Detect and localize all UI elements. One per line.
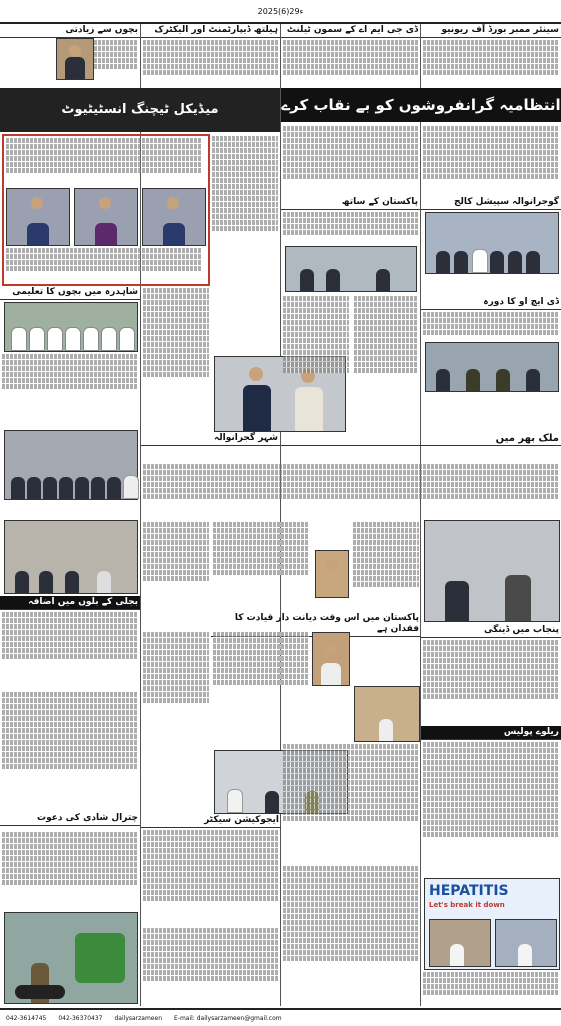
article-block xyxy=(421,970,561,1006)
hepatitis-ad xyxy=(424,878,560,970)
article-text xyxy=(421,38,561,77)
footer-email[interactable]: E-mail: dailysarzameen@gmail.com xyxy=(174,1014,282,1022)
article-text xyxy=(141,462,561,501)
headline: بچوں سے زیادتی xyxy=(0,24,140,38)
headline: شہر گجرانوالہ xyxy=(141,432,280,446)
doctor-photo xyxy=(429,919,491,967)
photo-woman xyxy=(6,188,70,246)
article-block xyxy=(421,196,561,292)
article-text xyxy=(211,630,311,687)
article-text xyxy=(0,352,140,391)
police-photo xyxy=(425,342,559,392)
department-photo xyxy=(424,520,560,622)
footer xyxy=(0,1008,561,1026)
article-block xyxy=(0,830,140,910)
article-text xyxy=(141,828,281,903)
article-block xyxy=(141,814,281,924)
hepatitis-title: HEPATITIS xyxy=(429,883,509,899)
article-block xyxy=(4,136,204,186)
article-block xyxy=(211,630,311,710)
article-text xyxy=(421,970,561,997)
article-text xyxy=(352,294,420,375)
article-text xyxy=(141,38,280,77)
article-text xyxy=(141,520,211,583)
footer-website[interactable]: dailysarzameen xyxy=(114,1014,162,1022)
article-text xyxy=(421,124,561,181)
headline: ملک بھر میں xyxy=(281,432,561,446)
doctor-photo xyxy=(495,919,557,967)
article-text xyxy=(421,740,561,839)
headline: گوجرانوالہ سپیشل کالج xyxy=(421,196,561,210)
article-block xyxy=(281,294,351,424)
small-photo xyxy=(354,686,420,742)
main-banner-headline: انتظامیہ گرانفروشوں کو بے نقاب کرے xyxy=(281,88,561,122)
article-block xyxy=(352,294,420,424)
article-block xyxy=(141,24,280,86)
headline: سینئر ممبر بورڈ آف ریونیو xyxy=(421,24,561,38)
article-block xyxy=(0,286,140,406)
article-block xyxy=(281,24,420,86)
article-block xyxy=(211,612,421,634)
students-photo xyxy=(4,302,138,352)
group-photo xyxy=(425,212,559,274)
left-banner-headline: میڈیکل ٹیچنگ انسٹیٹیوٹ xyxy=(0,88,280,132)
footer-phone: 042-36370437 xyxy=(58,1014,103,1022)
headline: شاہدرہ میں بچوں کا تعلیمی xyxy=(0,286,140,300)
portrait-photo xyxy=(315,550,349,598)
article-text xyxy=(4,136,204,175)
article-text xyxy=(281,742,421,823)
article-block xyxy=(141,286,211,416)
photo-woman xyxy=(74,188,138,246)
meeting-photo xyxy=(285,246,417,292)
article-block xyxy=(141,630,211,750)
article-block xyxy=(0,24,140,86)
article-text xyxy=(141,286,211,379)
footer-phone: 042-3614745 xyxy=(6,1014,47,1022)
headline: بجلی کے بلوں میں اضافہ xyxy=(0,596,140,610)
headline: ریلوے پولیس xyxy=(421,726,561,740)
article-block xyxy=(210,134,280,282)
article-block xyxy=(421,124,561,194)
article-block xyxy=(281,432,561,462)
headline: پنجاب میں ڈینگی xyxy=(421,624,561,638)
article-text xyxy=(0,830,140,887)
article-block xyxy=(421,624,561,724)
article-text xyxy=(141,926,281,983)
article-block xyxy=(0,812,140,828)
headline: پاکستان میں اس وقت دیانت دار قیادت کا فقدان ہے xyxy=(211,612,421,637)
article-block xyxy=(421,24,561,86)
article-block xyxy=(281,124,420,194)
article-block xyxy=(281,196,420,292)
article-block xyxy=(141,520,211,620)
article-text xyxy=(4,246,204,273)
group-photo xyxy=(4,430,138,500)
article-text xyxy=(421,638,561,701)
article-text xyxy=(281,864,421,963)
article-text xyxy=(281,210,420,237)
headline: ہیلتھ ڈیپارٹمنٹ اور الیکٹرک xyxy=(141,24,280,38)
masthead-date: 2025ء29(6) xyxy=(257,6,304,16)
headline: ڈی جی ایم اے کے سمون ٹیلنٹ xyxy=(281,24,420,38)
article-block xyxy=(0,690,140,810)
article-block xyxy=(281,864,421,1004)
article-text xyxy=(210,134,280,233)
article-text xyxy=(0,690,140,771)
article-text xyxy=(421,310,561,337)
rickshaw-shape xyxy=(75,933,125,983)
headline: چترال شادی کی دعوت xyxy=(0,812,140,826)
article-block xyxy=(421,726,561,876)
article-block xyxy=(211,520,350,610)
article-block xyxy=(141,926,281,1006)
portrait-photo xyxy=(312,632,350,686)
photo-woman xyxy=(142,188,206,246)
article-block xyxy=(4,246,204,280)
article-text xyxy=(351,520,421,589)
headline: ڈی ایچ او کا دورہ xyxy=(421,296,561,310)
portrait-photo xyxy=(56,38,94,80)
article-text xyxy=(211,520,311,577)
article-block xyxy=(281,742,421,862)
article-block xyxy=(421,296,561,406)
office-photo xyxy=(4,520,138,594)
article-text xyxy=(281,294,351,375)
article-text xyxy=(281,38,420,77)
masthead xyxy=(0,0,561,24)
street-photo xyxy=(4,912,138,1004)
article-block xyxy=(141,432,280,462)
article-block xyxy=(0,596,140,686)
article-text xyxy=(281,124,420,181)
article-text xyxy=(0,610,140,661)
article-block xyxy=(141,462,561,512)
headline: ایجوکیشن سیکٹر xyxy=(141,814,281,828)
headline: پاکستان کے ساتھ xyxy=(281,196,420,210)
article-text xyxy=(141,630,211,705)
hepatitis-subtitle: Let's break it down xyxy=(429,901,505,909)
